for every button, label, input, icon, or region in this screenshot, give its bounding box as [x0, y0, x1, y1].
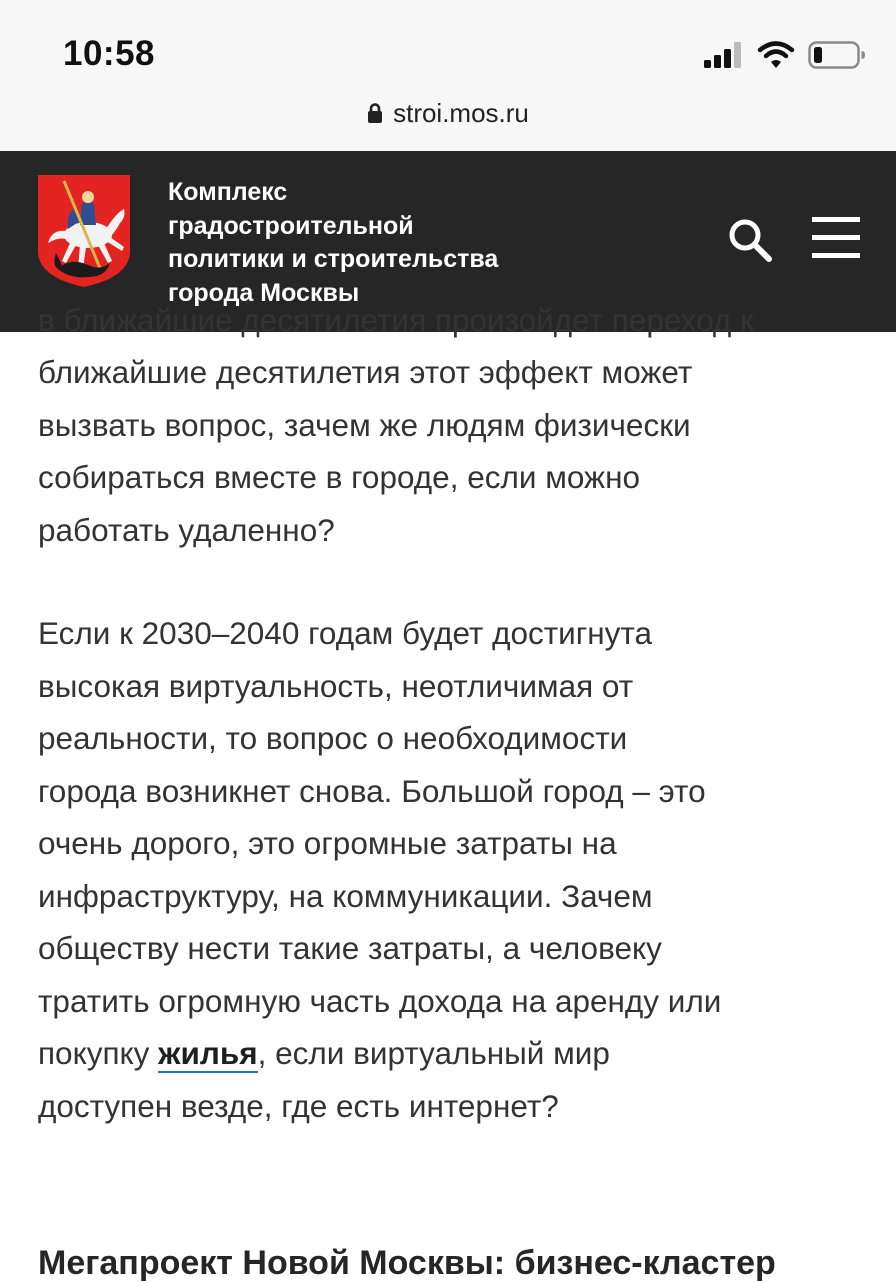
signal-icon [704, 42, 744, 68]
text-line-before-link: покупку [38, 1035, 159, 1071]
address-bar[interactable] [0, 96, 896, 130]
site-title-line: градостроительной [168, 211, 414, 240]
text-line: вызвать вопрос, зачем же людям физически [38, 406, 691, 443]
text-line: города возникнет снова. Большой город – это [38, 772, 706, 809]
site-title-line: политики и строительства [168, 245, 499, 273]
text-line: высокая виртуальность, неотличимая от [38, 667, 634, 704]
article-body [38, 302, 868, 1132]
housing-link[interactable]: жилья [158, 1035, 258, 1071]
article-paragraph [38, 607, 868, 1132]
moscow-coat-of-arms-icon[interactable] [36, 173, 132, 289]
lock-icon [367, 102, 383, 124]
wifi-icon [758, 41, 794, 69]
cut-off-text: в ближайшие десятилетия произойдет переход к [38, 302, 754, 338]
text-line-after-link: , если виртуальный мир [257, 1035, 610, 1071]
article-paragraph [38, 346, 868, 556]
text-line: доступен везде, где есть интернет? [38, 1087, 559, 1124]
text-line: собираться вместе в городе, если можно [38, 459, 641, 495]
text-line: Если к 2030–2040 годам будет достигнута [38, 615, 653, 651]
text-line: ближайшие десятилетия этот эффект может [38, 354, 693, 390]
text-line: инфраструктуру, на коммуникации. Зачем [38, 877, 653, 914]
site-title-line: Комплекс [168, 178, 288, 206]
text-line: работать удаленно? [38, 511, 335, 548]
search-icon[interactable] [727, 217, 773, 263]
site-title-line: города Москвы [168, 278, 360, 307]
browser-top-bar [0, 0, 896, 151]
hamburger-menu-icon[interactable] [810, 215, 862, 261]
status-icons [704, 38, 866, 72]
status-time: 10:58 [63, 34, 156, 73]
url-text[interactable]: stroi.mos.ru [393, 97, 529, 128]
text-line: тратить огромную часть дохода на аренду или [38, 982, 722, 1019]
site-title[interactable] [168, 176, 588, 310]
text-line: реальности, то вопрос о необходимости [38, 720, 628, 756]
text-line: обществу нести такие затраты, а человеку [38, 930, 662, 966]
text-line: очень дорого, это огромные затраты на [38, 825, 617, 861]
battery-icon [808, 40, 866, 70]
next-section-heading: Мегапроект Новой Москвы: бизнес-кластер [38, 1244, 776, 1282]
cut-off-line [38, 302, 868, 340]
